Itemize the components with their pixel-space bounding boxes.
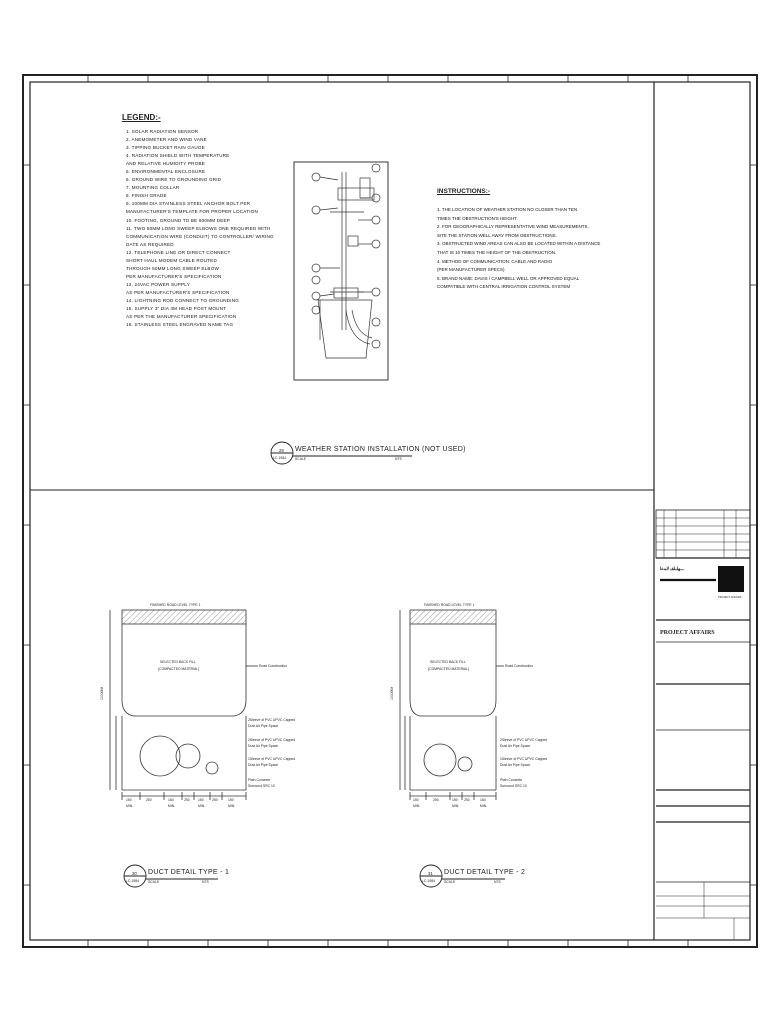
detail-30-nts: NTS xyxy=(202,880,209,884)
duct1-ground-label: FINISHED ROAD LEVEL TYPE 1 xyxy=(150,603,201,607)
legend-item: 4. RADIATION SHIELD WITH TEMPERATURE xyxy=(126,153,230,159)
legend-item: THROUGH 50MM LONG SWEEP ELBOW xyxy=(126,265,220,271)
duct2-drawing xyxy=(400,610,504,800)
instruction-item: SITE THE STATION WELL AWAY FROM OBSTRUCTIONS. xyxy=(437,232,557,238)
detail-29-nts: NTS xyxy=(395,457,402,461)
detail-31-title: DUCT DETAIL TYPE - 2 xyxy=(444,869,526,876)
duct2-ground-label: FINISHED ROAD LEVEL TYPE 1 xyxy=(424,603,475,607)
detail-30-ref: LC-1984 xyxy=(126,879,140,883)
dimension-sub: MIN. xyxy=(452,804,460,808)
weather-station-drawing xyxy=(312,164,380,358)
legend-item: 15. SUPPLY 3" DIA 4M HEAD POST MOUNT xyxy=(126,306,227,312)
duct1-note-1: 2Sleeve of PVC UPVC Capped xyxy=(248,718,296,722)
dimension-value: 250 xyxy=(212,798,218,802)
dimension-sub: MIN. xyxy=(413,804,421,808)
legend-title: LEGEND:- xyxy=(122,113,161,122)
duct2-note-5: Plain Concrete xyxy=(500,778,523,782)
dimension-sub: MIN. xyxy=(198,804,206,808)
duct1-note-3: 2Sleeve of PVC UPVC Capped xyxy=(248,738,296,742)
instruction-item: 5. BRAND NAME: DAVIS / CAMPBELL WELL OR APPROVED EQUAL xyxy=(437,275,580,281)
dimension-value: 150 xyxy=(228,798,234,802)
legend-item: 5. ENVIRONMENTAL ENCLOSURE xyxy=(126,169,206,175)
legend-item: 16. STAINLESS STEEL ENGRAVED NAME TAG xyxy=(126,322,234,328)
legend-item: AS PER THE MANUFACTURER SPECIFICATION xyxy=(126,314,237,320)
legend-item: 7. MOUNTING COLLAR xyxy=(126,185,180,191)
duct1-road-label: Road Construction xyxy=(259,664,288,668)
instruction-item: 1. THE LOCATION OF WEATHER STATION NO CLOSER THAN TEN xyxy=(437,207,578,212)
duct1-note-6: Dust Air Pipe Space xyxy=(248,763,279,767)
instruction-item: TIMES THE OBSTRUCTION'S HEIGHT. xyxy=(437,215,518,221)
legend-item: SHORT HAUL MODEM CABLE ROUTED xyxy=(126,257,217,263)
company-logo-text: ـــﻬﻠﺑﻠﻘﺑ ﻟﺎﻤﻋﺍ xyxy=(660,566,685,571)
legend-item: COMMUNICATION WIRE (CONDUIT) TO CONTROLLER/ WIRING xyxy=(126,233,274,239)
duct1-drawing xyxy=(110,610,258,800)
duct1-backfill-2: (COMPACTED MATERIAL) xyxy=(158,667,200,671)
legend-item: 8. FINISH GRADE xyxy=(126,193,167,199)
duct2-note-4: Dust Air Pipe Space xyxy=(500,763,531,767)
legend-item: PER MANUFACTURER'S SPECIFICATION xyxy=(126,273,222,279)
instruction-item: COMPATIBLE WITH CENTRAL IRRIGATION CONTROL SYSTEM xyxy=(437,284,571,290)
dimension-value: 150 xyxy=(126,798,132,802)
instruction-item: (PER MANUFACTURER SPECS) xyxy=(437,267,505,273)
dimension-sub: MIN. xyxy=(168,804,176,808)
detail-29-title: WEATHER STATION INSTALLATION (NOT USED) xyxy=(295,446,466,453)
legend-item: 3. TIPPING BUCKET RAIN GAUGE xyxy=(126,145,205,151)
detail-30-scale: SCALE xyxy=(148,880,160,884)
duct1-side-dim: 1000MM xyxy=(100,686,104,700)
detail-31-number: 31 xyxy=(428,871,433,876)
instructions-list xyxy=(437,206,600,292)
legend-item: 14. LIGHTNING ROD CONNECT TO GROUNDING xyxy=(126,297,240,303)
dimension-value: 250 xyxy=(146,798,152,802)
dimension-value: 150 xyxy=(413,798,419,802)
detail-bubbles xyxy=(124,442,505,887)
instruction-item: 4. METHOD OF COMMUNICATION: CABLE AND RADIO xyxy=(437,258,553,264)
dimension-value: 150 xyxy=(198,798,204,802)
legend-item: 13. 24VAC POWER SUPPLY xyxy=(126,281,190,287)
legend-item: AND RELATIVE HUMIDITY PROBE xyxy=(126,161,205,167)
duct2-road-label: Road Construction xyxy=(505,664,534,668)
detail-31-scale: SCALE xyxy=(444,880,456,884)
duct2-note-3: 1Sleeve of PVC UPVC Capped xyxy=(500,757,548,761)
duct1-backfill-1: SELECTED BACK FILL xyxy=(160,660,196,664)
legend-item: DATE AS REQUIRED xyxy=(126,241,174,247)
duct1-note-2: Dust Air Pipe Space xyxy=(248,724,279,728)
detail-29-number: 29 xyxy=(279,448,284,453)
dimension-value: 150 xyxy=(168,798,174,802)
legend-item: MANUFACTURER'S TEMPLATE FOR PROPER LOCATION xyxy=(126,209,258,215)
detail-30-number: 30 xyxy=(132,871,137,876)
duct1-note-7: Plain Concrete xyxy=(248,778,271,782)
detail-29-scale: SCALE xyxy=(295,457,307,461)
dimension-value: 250 xyxy=(184,798,190,802)
legend-item: 6. GROUND WIRE TO GROUNDING GRID xyxy=(126,177,222,183)
detail-30-title: DUCT DETAIL TYPE - 1 xyxy=(148,869,230,876)
legend-item: 2. ANEMOMETER AND WIND VANE xyxy=(126,137,207,143)
dimension-sub: MIN. xyxy=(480,804,488,808)
legend-item: 1. SOLAR RADIATION SENSOR xyxy=(126,129,199,134)
dimension-value: 250 xyxy=(433,798,439,802)
company-logo-mark xyxy=(718,566,744,592)
duct2-note-6: Surround SRC 10 xyxy=(500,784,527,788)
legend-item: 11. TWO 50MM LONG SWEEP ELBOWS ONE REQUIRED WITH xyxy=(126,225,271,231)
project-label: PROJECT AFFAIRS xyxy=(660,630,715,636)
dimension-sub: MIN. xyxy=(228,804,236,808)
dimension-value: 150 xyxy=(452,798,458,802)
company-small-text: PROJECT AFFAIRS xyxy=(718,596,742,599)
dimension-value: 250 xyxy=(464,798,470,802)
instruction-item: 2. FOR GEOGRAPHICALLY REPRESENTATIVE WIND MEASUREMENTS, xyxy=(437,224,589,230)
duct2-backfill-1: SELECTED BACK FILL xyxy=(430,660,466,664)
dimension-sub: MIN. xyxy=(126,804,134,808)
detail-29-ref: LC-1984 xyxy=(273,456,287,460)
duct2-side-dim: 1000MM xyxy=(390,686,394,700)
legend-item: 12. TELEPHONE LINE OR DIRECT CONNECT xyxy=(126,249,231,255)
duct1-note-8: Surround SRC 10 xyxy=(248,784,275,788)
detail-31-ref: LC-1984 xyxy=(422,879,436,883)
instructions-title: INSTRUCTIONS:- xyxy=(437,188,491,195)
instruction-item: 3. OBSTRUCTED WIND AREAS CAN ALSO BE LOCATED WITHIN A DISTANCE xyxy=(437,241,601,247)
duct1-note-5: 1Sleeve of PVC UPVC Capped xyxy=(248,757,296,761)
duct2-note-1: 2Sleeve of PVC UPVC Capped xyxy=(500,738,548,742)
legend-list xyxy=(126,128,274,329)
legend-item: 10. FOOTING, GROUND TO BE 600MM DEEP xyxy=(126,217,231,223)
duct2-note-2: Dust Air Pipe Space xyxy=(500,744,531,748)
legend-item: AS PER MANUFACTURER'S SPECIFICATION xyxy=(126,289,230,295)
duct2-backfill-2: (COMPACTED MATERIAL) xyxy=(428,667,470,671)
duct1-note-4: Dust Air Pipe Space xyxy=(248,744,279,748)
instruction-item: THAT IS 10 TIMES THE HEIGHT OF THE OBSTRUCTION. xyxy=(437,249,557,255)
dimension-value: 150 xyxy=(480,798,486,802)
legend-item: 9. 100MM DIA STAINLESS STEEL ANCHOR BOLT PER xyxy=(126,201,251,207)
detail-31-nts: NTS xyxy=(494,880,501,884)
